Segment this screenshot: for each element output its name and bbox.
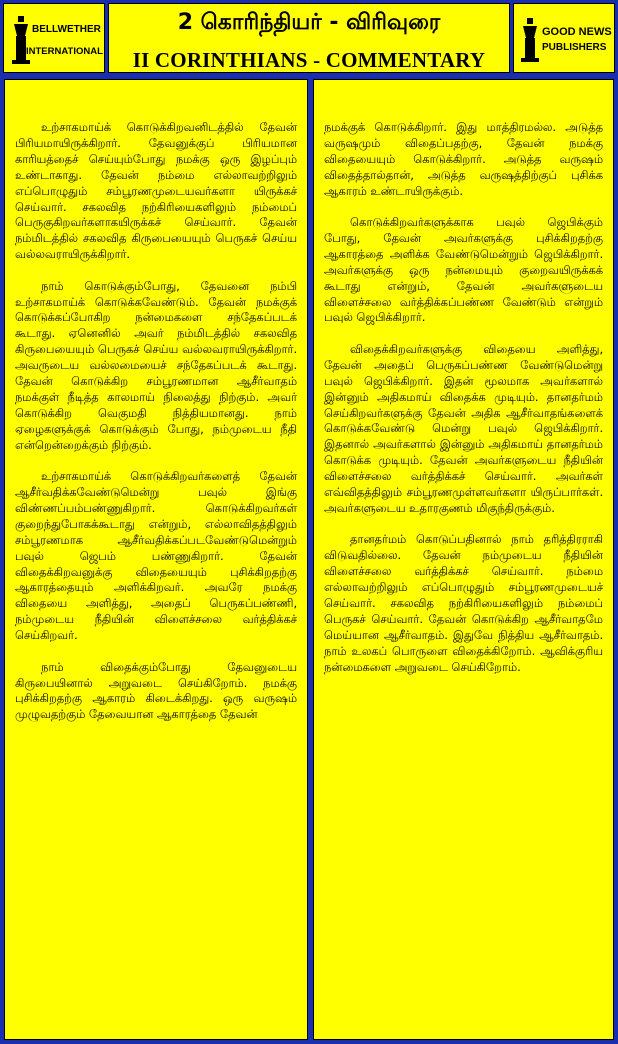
- right-paragraph: கொடுக்கிறவர்களுக்காக பவுல் ஜெபிக்கும் போது, தேவன் அவர்களுக்கு புசிக்கிறதற்கு ஆகாரத்தை அளிக்க வேண்டுமென்றும் ஜெபிக்கிறார். அவர்களுக்கு ஒரு நன்மையும் குறைவயிருக்கக் கூடாது என்றும், தேவன் அவர்களுடைய விளைச்சலை வர்த்திக்கப்பண்ண வேண்டும் என்றும் பவுல் ஜெபிக்கிறார்.: [324, 215, 603, 325]
- left-paragraph: உற்சாகமாய்க் கொடுக்கிறவனிடத்தில் தேவன் பிரியமாயிருக்கிறார். தேவனுக்குப் பிரியமான காரியத்தைச் செய்யும்போது நமக்கு ஒரு இழப்பும் உண்டாகாது. தேவன் நம்மை எல்லாவற்றிலும் எப்பொழுதும் சம்பூரணமுடையவர்களா யிருக்கச் செய்வார். சகலவித நற்கிரியைகளிலும் நம்மைப் பெருகுகிறவர்களாகயிருக்கச் செய்வார். தேவன் நம்மிடத்தில் சகலவித கிருபையையும் பெருகச் செய்ய வல்லவராயிருக்கிறார்.: [15, 120, 297, 262]
- bellwether-logo-line2: INTERNATIONAL: [26, 46, 103, 57]
- title-tamil: 2 கொரிந்தியர் - விரிவுரை: [177, 10, 441, 35]
- title-banner: [108, 3, 510, 73]
- left-paragraph: நாம் கொடுக்கும்போது, தேவனை நம்பி உற்சாகமாய்க் கொடுக்கவேண்டும். தேவன் நமக்குக் கொடுக்கப்போகிற நன்மைகளை சந்தேகப்படக் கூடாது. ஏனெனில் அவர் நம்மிடத்தில் சகலவித கிருபையையும் பெருகச் செய்ய வல்லவராயிருக்கிறார். அவருடைய வல்லமையைச் சந்தேகப்படக் கூடாது. தேவன் கொடுக்கிற சம்பூரணமான ஆசீர்வாதம் நமக்குள் நீடித்த காலமாய் நிலைத்து நிற்கும். அவர் கொடுக்கிற வெகுமதி நித்தியமானது. நாம் ஏழைகளுக்குக் கொடுக்கும் போது, நம்முடைய நீதி என்றென்றைக்கும் நிற்கும்.: [15, 278, 297, 452]
- right-paragraph: விதைக்கிறவர்களுக்கு விதையை அளித்து, தேவன் அதைப் பெருகப்பண்ண வேண்டுமென்று பவுல் ஜெபிக்கிறார். இதன் மூலமாக அவர்களால் இன்னும் அதிகமாய் விதைக்க முடியும். தானதர்மம் செய்கிறவர்களுக்கு தேவன் அதிக ஆசீர்வாதங்களைக் கொடுக்கவேண்டு மென்று பவுல் ஜெபிக்கிறார். இதனால் அவர்களால் இன்னும் அதிகமாய் தானதர்மம் கொடுக்க முடியும். தேவன் அவர்களுடைய நீதியின் விளைச்சலை வர்த்திக்கச் செய்வார். அவர்கள் எவ்விதத்திலும் சம்பூரணமுள்ளவர்களா யிருப்பார்கள். அவர்களுடைய உதாரகுணம் மிகுந்திருக்கும்.: [324, 341, 603, 515]
- bell-tower-icon: [10, 14, 32, 66]
- left-paragraph: உற்சாகமாய்க் கொடுக்கிறவர்களைத் தேவன் ஆசீர்வதிக்கவேண்டுமென்று பவுல் இங்கு விண்ணப்பம்பண்ணுகிறார். கொடுக்கிறவர்கள் குறைந்துபோகக்கூடாது என்றும், எல்லாவிதத்திலும் சம்பூரணமாக ஆசீர்வதிக்கப்படவேண்டுமென்றும் பவுல் ஜெபம் பண்ணுகிறார். தேவன் விதைக்கிறவனுக்கு விதையையும் புசிக்கிறதற்கு ஆகாரத்தையும் அளிக்கிறவர். அவரே நமக்கு விதையை அளித்து, அதைப் பெருகப்பண்ணி, நம்முடைய நீதியின் விளைச்சலை வர்த்திக்கச் செய்கிறவர்.: [15, 469, 297, 643]
- left-paragraph: நாம் விதைக்கும்போது தேவனுடைய கிருபையினால் அறுவடை செய்கிறோம். நமக்கு புசிக்கிறதற்கு ஆகாரம் கிடைக்கிறது. ஒரு வருஷம் முழுவதற்கும் தேவையான ஆகாரத்தை தேவன்: [15, 659, 297, 722]
- good-news-logo-line1: GOOD NEWS: [542, 26, 612, 38]
- right-paragraph: நமக்குக் கொடுக்கிறார். இது மாத்திரமல்ல. அடுத்த வருஷமும் விதைப்பதற்கு, தேவன் நமக்கு விதையையும் கொடுக்கிறார். அடுத்த வருஷம் விதைத்தால்தான், அடுத்த வருஷத்திற்குப் புசிக்க ஆகாரம் உண்டாயிருக்கும்.: [324, 120, 603, 198]
- bell-tower-icon-right: [519, 16, 541, 66]
- title-english: II CORINTHIANS - COMMENTARY: [132, 48, 486, 72]
- good-news-logo: [513, 3, 615, 73]
- bellwether-logo-line1: BELLWETHER: [32, 24, 101, 35]
- bellwether-logo: [3, 3, 105, 73]
- right-paragraph: தானதர்மம் கொடுப்பதினால் நாம் தரித்திரராகி விடுவதில்லை. தேவன் நம்முடைய நீதியின் விளைச்சலை வர்த்திக்கச் செய்வார். நம்மை எல்லாவற்றிலும் எப்பொழுதும் சம்பூரணமுடையச் செய்வார். சகலவித நற்கிரியைகளிலும் நம்மைப் பெருகச் செய்வார். தேவன் கொடுக்கிற ஆசீர்வாதமே மெய்யான ஆசீர்வாதம். இதுவே நித்திய ஆசீர்வாதம். நாம் உலகப் பொருளை விதைக்கிறோம். ஆவிக்குரிய நன்மைகளை அறுவடை செய்கிறோம்.: [324, 532, 603, 674]
- good-news-logo-line2: PUBLISHERS: [542, 42, 607, 53]
- left-column: [4, 79, 308, 1040]
- right-column: [313, 79, 614, 1040]
